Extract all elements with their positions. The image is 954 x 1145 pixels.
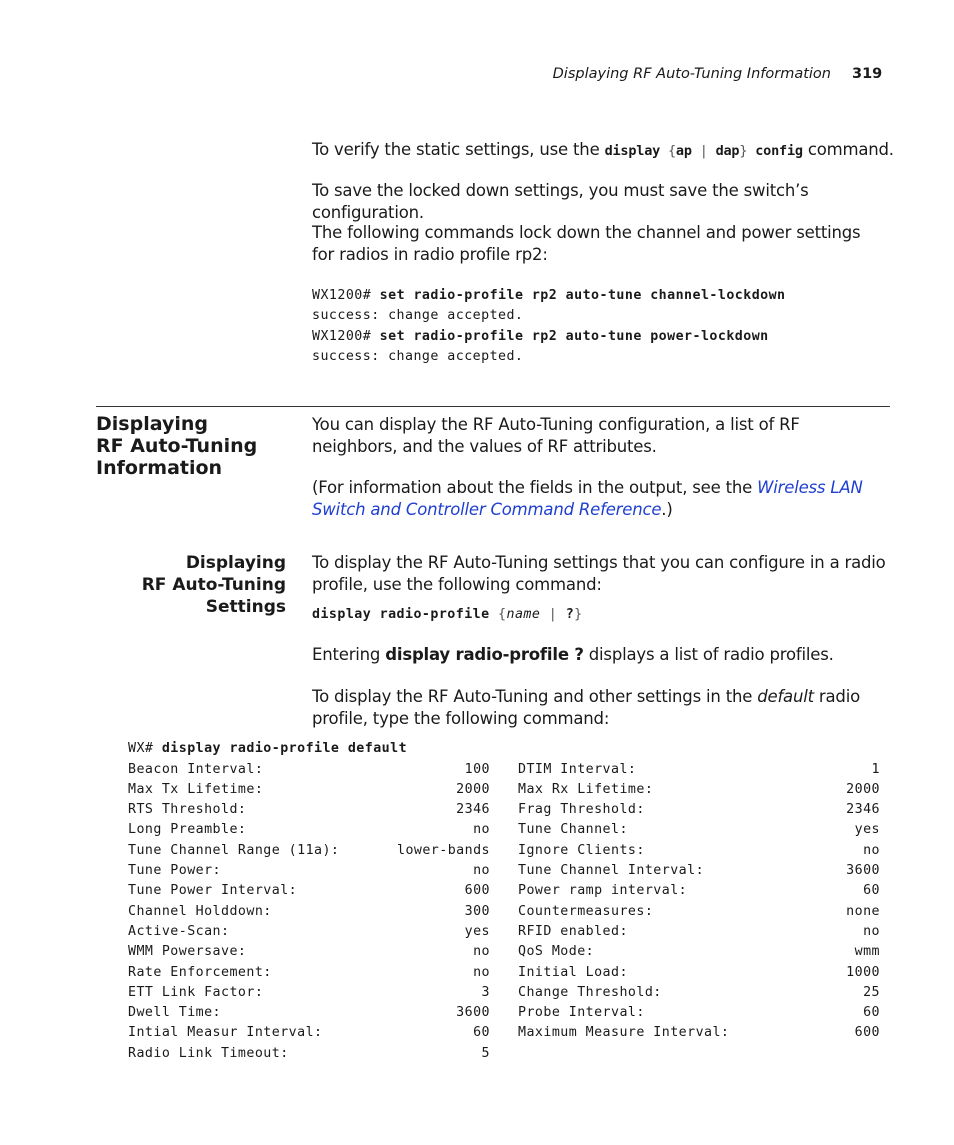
- section-heading: [96, 413, 257, 479]
- intro-paragraph-2: To save the locked down settings, you must save the switch’s configuration.: [312, 181, 809, 222]
- setting-value: 1: [871, 761, 880, 777]
- setting-label: Tune Channel:: [518, 822, 628, 838]
- output-command-line: [128, 739, 407, 759]
- output-row: [128, 800, 888, 820]
- output-row: [128, 963, 888, 983]
- pipe: |: [691, 143, 716, 159]
- code-command: set radio-profile rp2 auto-tune channel-lockdown: [379, 288, 786, 303]
- syntax-command: display radio-profile: [312, 607, 490, 622]
- setting-value: 3600: [846, 863, 880, 878]
- command-reference-link[interactable]: Wireless LAN Switch and Controller Command Reference: [312, 478, 863, 519]
- subsection-paragraph-2: [312, 644, 897, 666]
- output-row: [128, 902, 888, 922]
- setting-value: no: [473, 863, 490, 878]
- output-row: [128, 780, 888, 800]
- subsection-heading: [96, 552, 286, 618]
- setting-label: Ignore Clients:: [518, 842, 645, 858]
- setting-label: RFID enabled:: [518, 923, 628, 939]
- setting-value: 60: [473, 1025, 490, 1041]
- subsection-p2-text: Entering: [312, 645, 386, 664]
- output-prompt: WX#: [128, 741, 162, 756]
- setting-label: Tune Power:: [128, 863, 222, 878]
- section-rule: [96, 406, 890, 407]
- setting-label: Rate Enforcement:: [128, 964, 272, 980]
- output-row: [128, 1044, 888, 1064]
- output-row: [128, 861, 888, 881]
- setting-value: yes: [464, 923, 490, 939]
- output-row: [128, 922, 888, 942]
- code-output: success: change accepted.: [312, 308, 524, 324]
- setting-label: Change Threshold:: [518, 984, 662, 1000]
- setting-value: yes: [854, 822, 880, 838]
- output-row: [128, 1023, 888, 1043]
- intro-paragraph-3: The following commands lock down the channel and power settings for radios in radio profile rp2:: [312, 223, 861, 264]
- subsection-p2-end: displays a list of radio profiles.: [583, 645, 834, 664]
- section-paragraph-2: [312, 477, 872, 521]
- setting-label: Radio Link Timeout:: [128, 1045, 289, 1061]
- section-p2-text: (For information about the fields in the output, see the: [312, 478, 758, 497]
- subsection-p3-text: To display the RF Auto-Tuning and other settings in the: [312, 687, 758, 706]
- setting-label: Dwell Time:: [128, 1005, 222, 1021]
- subsection-paragraph-1: To display the RF Auto-Tuning settings that you can configure in a radio profile, use the following command:: [312, 553, 886, 594]
- setting-value: 3: [481, 984, 490, 1000]
- setting-value: 2000: [846, 781, 880, 797]
- setting-label: Active-Scan:: [128, 923, 230, 939]
- section-paragraph-1: You can display the RF Auto-Tuning configuration, a list of RF neighbors, and the values of RF attributes.: [312, 415, 800, 456]
- setting-value: 3600: [456, 1005, 490, 1021]
- setting-label: RTS Threshold:: [128, 802, 247, 818]
- setting-label: Power ramp interval:: [518, 883, 688, 899]
- setting-value: 25: [863, 984, 880, 1000]
- subsection-heading-line: Settings: [205, 597, 286, 617]
- setting-value: no: [473, 822, 490, 838]
- intro-p1-text: To verify the static settings, use the: [312, 140, 605, 159]
- subsection-heading-line: RF Auto-Tuning: [141, 575, 286, 595]
- setting-label: Initial Load:: [518, 964, 628, 980]
- setting-value: 60: [863, 1005, 880, 1021]
- setting-label: Countermeasures:: [518, 903, 654, 919]
- syntax-question-arg: ?: [565, 607, 575, 622]
- setting-value: 600: [464, 883, 490, 899]
- intro-paragraph-1: [312, 139, 897, 162]
- setting-value: lower-bands: [396, 842, 490, 858]
- intro-p1-end: command.: [802, 140, 894, 159]
- setting-value: 300: [464, 903, 490, 919]
- setting-value: wmm: [854, 944, 880, 960]
- output-row: [128, 942, 888, 962]
- setting-value: 2346: [456, 802, 490, 818]
- brace-open: {: [489, 607, 507, 622]
- section-heading-line: Information: [96, 457, 223, 479]
- syntax-line: [312, 605, 583, 625]
- setting-label: Beacon Interval:: [128, 761, 264, 777]
- setting-value: 2346: [846, 802, 880, 818]
- output-row: [128, 841, 888, 861]
- output-command: display radio-profile default: [161, 741, 408, 756]
- setting-label: Maximum Measure Interval:: [518, 1025, 730, 1041]
- page-number: 319: [852, 66, 883, 82]
- brace-close: }: [574, 607, 583, 622]
- cmd-dap: dap: [715, 143, 740, 159]
- code-command: set radio-profile rp2 auto-tune power-lockdown: [379, 328, 769, 344]
- setting-value: 600: [854, 1025, 880, 1041]
- setting-value: no: [473, 944, 490, 960]
- brace-open: {: [660, 143, 676, 159]
- running-header-title: Displaying RF Auto-Tuning Information: [552, 66, 831, 82]
- setting-label: WMM Powersave:: [128, 944, 247, 960]
- setting-label: Max Rx Lifetime:: [518, 781, 654, 797]
- subsection-p2-bold: display radio-profile ?: [385, 645, 584, 664]
- output-row: [128, 820, 888, 840]
- subsection-heading-line: Displaying: [185, 553, 286, 573]
- setting-value: 2000: [456, 781, 490, 797]
- code-prompt: WX1200#: [312, 288, 380, 303]
- section-heading-line: Displaying: [96, 413, 208, 435]
- setting-label: Tune Channel Range (11a):: [128, 842, 340, 858]
- cmd-display: display: [604, 143, 661, 159]
- output-row: [128, 760, 888, 780]
- cmd-config: config: [755, 143, 803, 159]
- subsection-p3-italic: default: [757, 687, 814, 706]
- setting-label: Max Tx Lifetime:: [128, 781, 264, 797]
- setting-label: Tune Channel Interval:: [518, 863, 705, 878]
- setting-value: none: [846, 903, 880, 919]
- subsection-p3-end: radio profile, type the following command:: [312, 687, 860, 728]
- pipe: |: [540, 607, 566, 622]
- brace-close: }: [739, 143, 756, 159]
- setting-value: 5: [481, 1045, 490, 1061]
- setting-value: no: [863, 842, 880, 858]
- setting-label: Frag Threshold:: [518, 802, 645, 818]
- output-row: [128, 1003, 888, 1023]
- setting-value: no: [863, 923, 880, 939]
- setting-label: QoS Mode:: [518, 944, 595, 960]
- setting-value: no: [473, 964, 490, 980]
- code-block-lockdown: [312, 286, 786, 367]
- output-row: [128, 983, 888, 1003]
- setting-label: Intial Measur Interval:: [128, 1025, 323, 1041]
- cmd-ap: ap: [675, 143, 692, 159]
- setting-label: Probe Interval:: [518, 1005, 645, 1021]
- subsection-paragraph-3: [312, 686, 872, 730]
- setting-value: 1000: [846, 964, 880, 980]
- output-row: [128, 881, 888, 901]
- syntax-name-arg: name: [506, 607, 541, 622]
- setting-label: Tune Power Interval:: [128, 883, 298, 899]
- setting-label: Channel Holddown:: [128, 903, 272, 919]
- code-output: success: change accepted.: [312, 348, 524, 364]
- section-heading-line: RF Auto-Tuning: [96, 435, 258, 457]
- section-p2-end: .): [661, 500, 673, 519]
- code-prompt: WX1200#: [312, 328, 380, 344]
- setting-label: ETT Link Factor:: [128, 984, 264, 1000]
- setting-label: DTIM Interval:: [518, 761, 637, 777]
- setting-label: Long Preamble:: [128, 822, 247, 838]
- setting-value: 60: [863, 883, 880, 899]
- setting-value: 100: [464, 761, 490, 777]
